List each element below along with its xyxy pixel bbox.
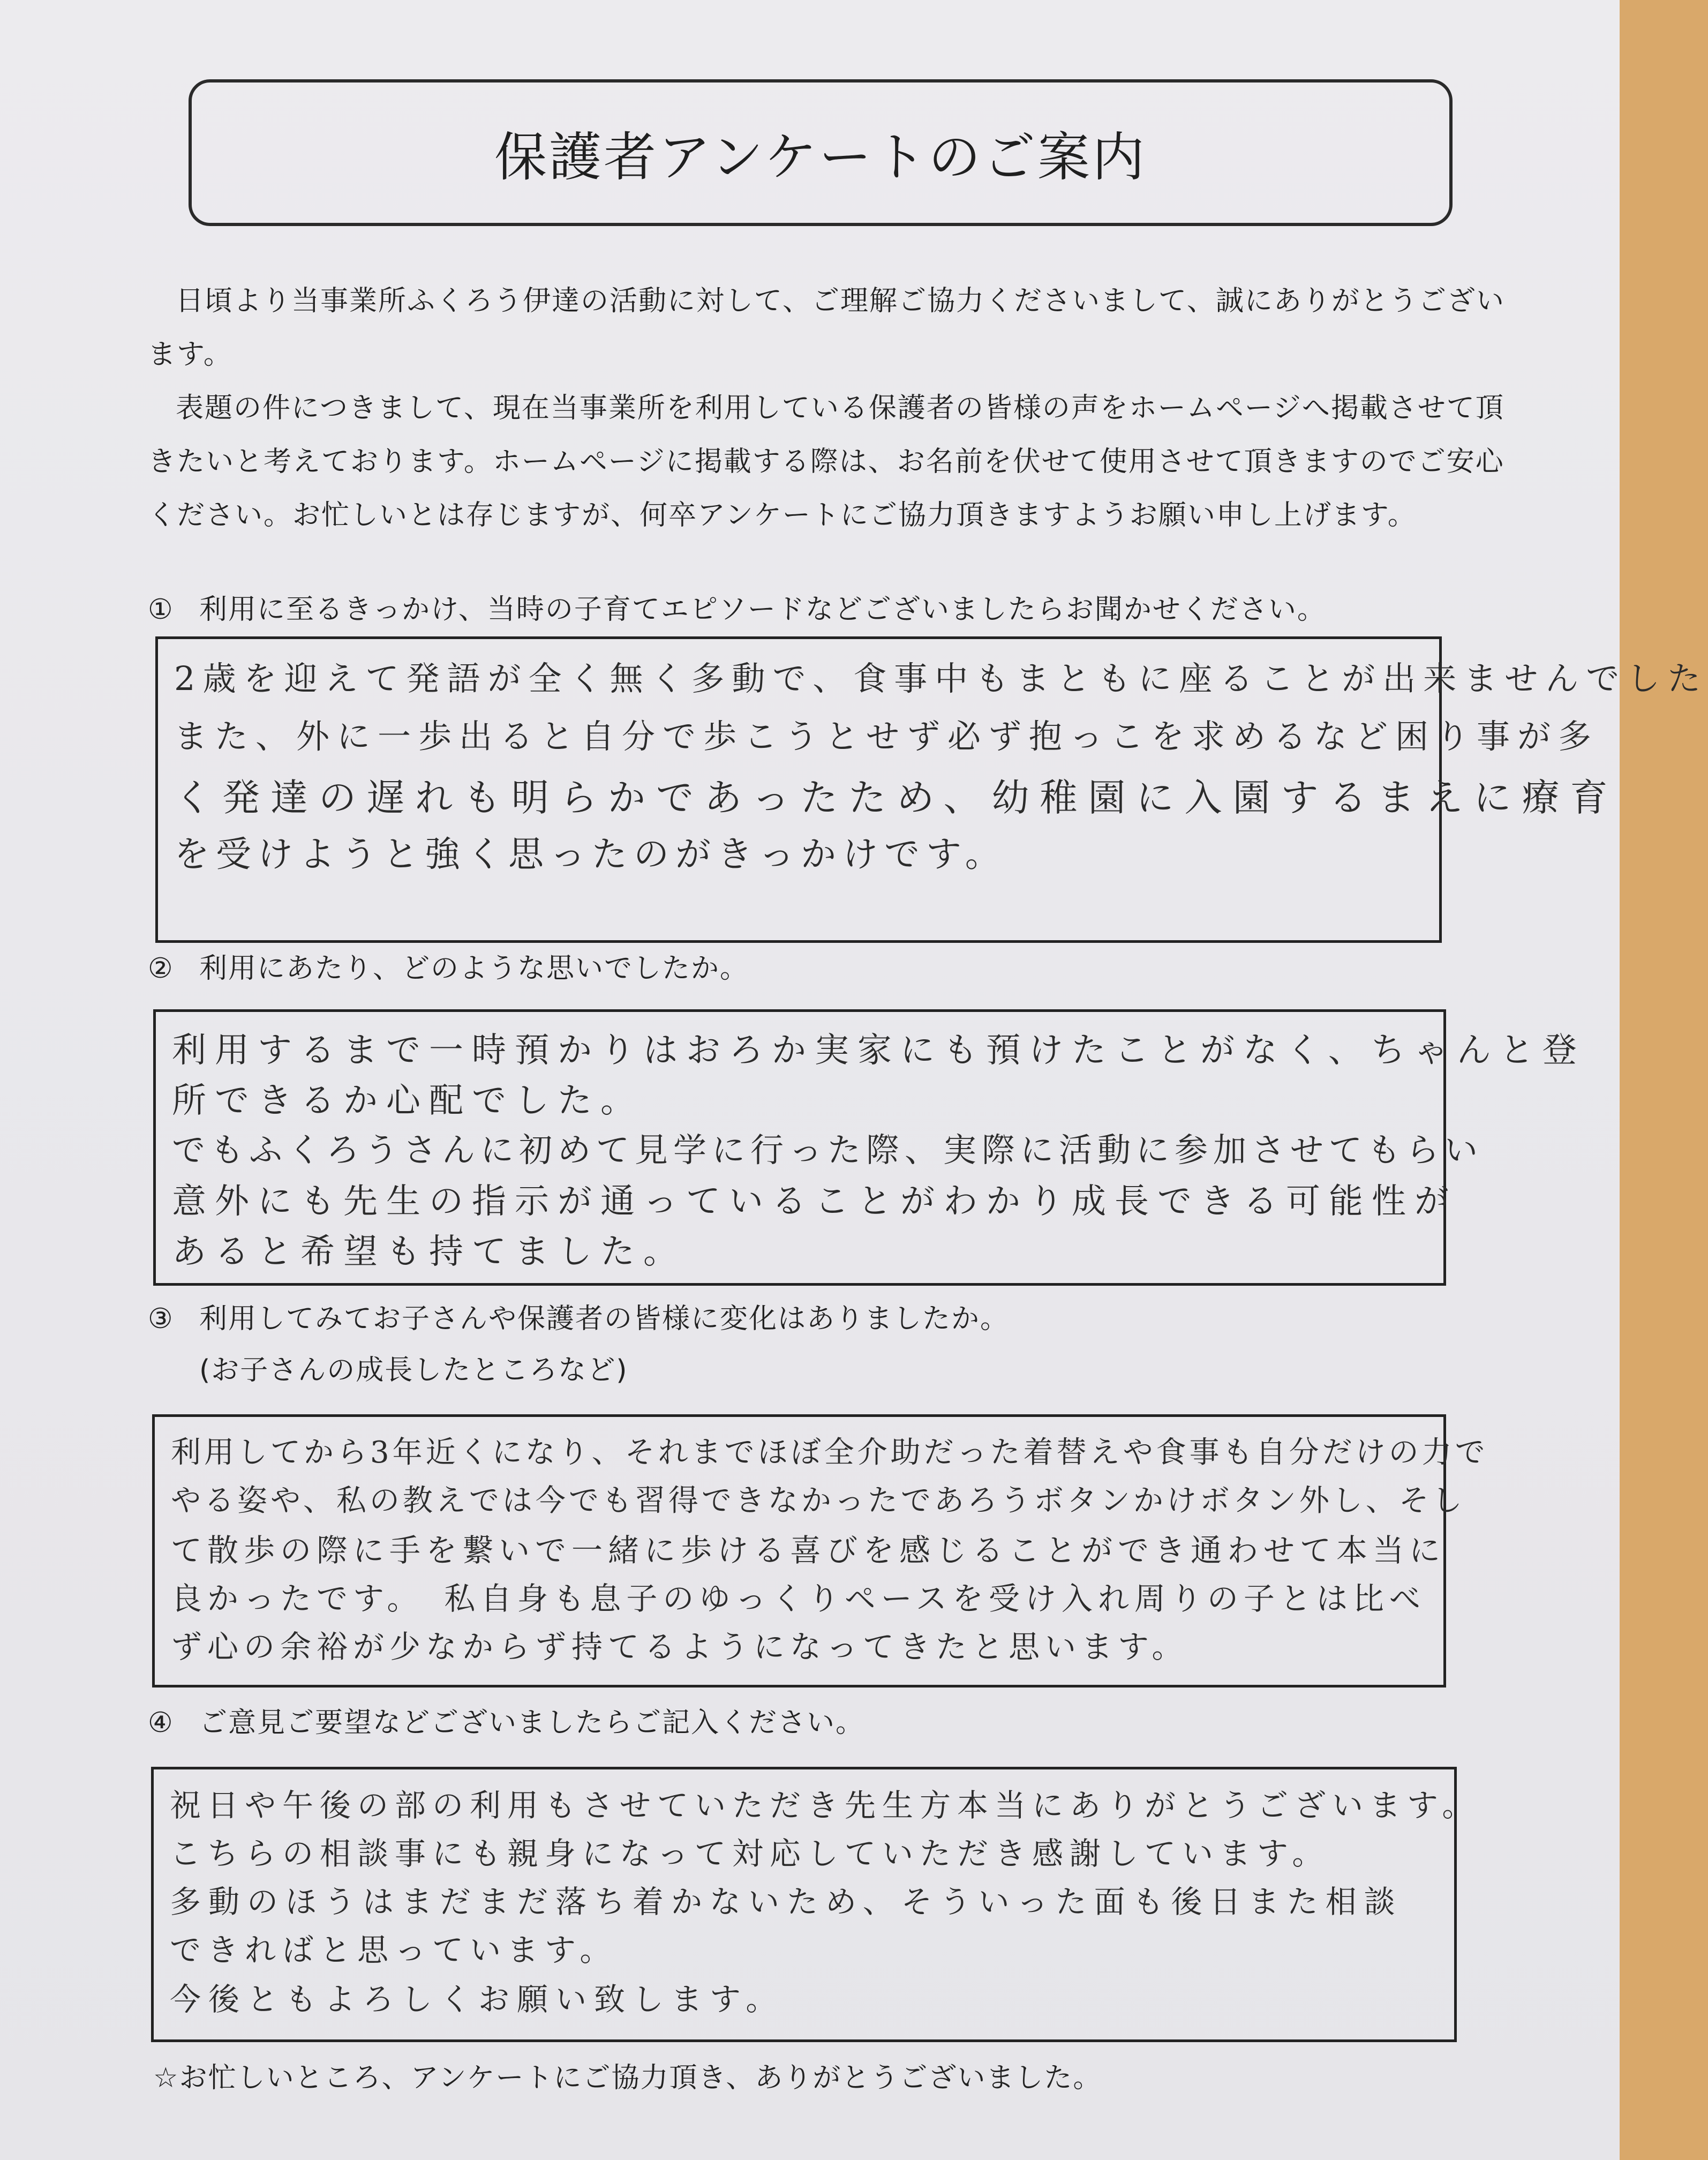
- question-4-number: ④: [148, 1707, 174, 1739]
- question-4: [148, 1697, 1519, 1749]
- answer-2-line-1: 利用するまで一時預かりはおろか実家にも預けたことがなく、ちゃんと登: [172, 1031, 1585, 1070]
- answer-1-line-1: 2歳を迎えて発語が全く無く多動で、食事中もまともに座ることが出来ませんでした: [174, 659, 1708, 698]
- question-3-subtext: (お子さんの成長したところなど): [199, 1354, 628, 1386]
- intro-paragraph-1: 日頃より当事業所ふくろう伊達の活動に対して、ご理解ご協力くださいまして、誠にありがとうございます。: [148, 285, 1505, 371]
- question-2: [148, 943, 1519, 994]
- answer-4-line-4: できればと思っています。: [170, 1932, 618, 1968]
- question-1-text: 利用に至るきっかけ、当時の子育てエピソードなどございましたらお聞かせください。: [199, 594, 1326, 626]
- answer-2-line-4: 意外にも先生の指示が通っていることがわかり成長できる可能性が: [172, 1182, 1457, 1221]
- question-3: [148, 1293, 1519, 1396]
- answer-2-line-5: あると希望も持てました。: [172, 1232, 686, 1272]
- answer-2-line-3: でもふくろうさんに初めて見学に行った際、実際に活動に参加させてもらい: [172, 1130, 1484, 1169]
- title-box: [189, 79, 1453, 226]
- answer-1-line-3: く発達の遅れも明らかであったため、幼稚園に入園するまえに療育: [174, 776, 1619, 820]
- answer-4-line-2: こちらの相談事にも親身になって対応していただき感謝しています。: [170, 1835, 1330, 1872]
- question-4-text: ご意見ご要望などございましたらご記入ください。: [199, 1707, 865, 1739]
- answer-3-line-4: 良かったです。 私自身も息子のゆっくりペースを受け入れ周りの子とは比べ: [171, 1580, 1426, 1617]
- intro-text: [148, 274, 1508, 542]
- answer-box-4[interactable]: [151, 1767, 1480, 2042]
- answer-4-line-3: 多動のほうはまだまだ落ち着かないため、そういった面も後日また相談: [170, 1884, 1403, 1920]
- question-1: [148, 584, 1519, 635]
- answer-1-line-4: を受けようと強く思ったのがきっかけです。: [174, 834, 1007, 875]
- answer-box-3[interactable]: [152, 1414, 1488, 1688]
- answer-4-line-5: 今後ともよろしくお願い致します。: [170, 1981, 785, 2018]
- question-3-number: ③: [148, 1303, 174, 1335]
- answer-box-2[interactable]: [153, 1009, 1585, 1286]
- answer-3-line-1: 利用してから3年近くになり、それまでほぼ全介助だった着替えや食事も自分だけの力で: [171, 1435, 1488, 1470]
- intro-paragraph-2: 表題の件につきまして、現在当事業所を利用している保護者の皆様の声をホームページへ掲載させて頂きたいと考えております。ホームページに掲載する際は、お名前を伏せて使用させて頂きますのでご安心ください。お忙しいとは存じますが、何卒アンケートにご協力頂きますようお願い申し上げます。: [148, 392, 1504, 531]
- footer-thanks: ☆お忙しいところ、アンケートにご協力頂き、ありがとうございました。: [153, 2062, 1102, 2094]
- answer-4-line-1: 祝日や午後の部の利用もさせていただき先生方本当にありがとうございます。: [170, 1787, 1480, 1824]
- answer-box-1[interactable]: [155, 636, 1708, 943]
- answer-2-line-2: 所できるか心配でした。: [172, 1081, 643, 1121]
- question-1-number: ①: [148, 594, 174, 626]
- answer-1-line-2: また、外に一歩出ると自分で歩こうとせず必ず抱っこを求めるなど困り事が多: [174, 717, 1599, 756]
- question-2-number: ②: [148, 952, 174, 985]
- answer-3-line-2: やる姿や、私の教えでは今でも習得できなかったであろうボタンかけボタン外し、そし: [171, 1483, 1465, 1518]
- page-title: 保護者アンケートのご案内: [494, 126, 1147, 188]
- question-3-text: 利用してみてお子さんや保護者の皆様に変化はありましたか。: [199, 1303, 1010, 1335]
- answer-3-line-3: て散歩の際に手を繋いで一緒に歩ける喜びを感じることができ通わせて本当に: [171, 1532, 1446, 1569]
- question-2-text: 利用にあたり、どのような思いでしたか。: [199, 952, 749, 985]
- answer-3-line-5: ず心の余裕が少なからず持てるようになってきたと思います。: [171, 1629, 1188, 1665]
